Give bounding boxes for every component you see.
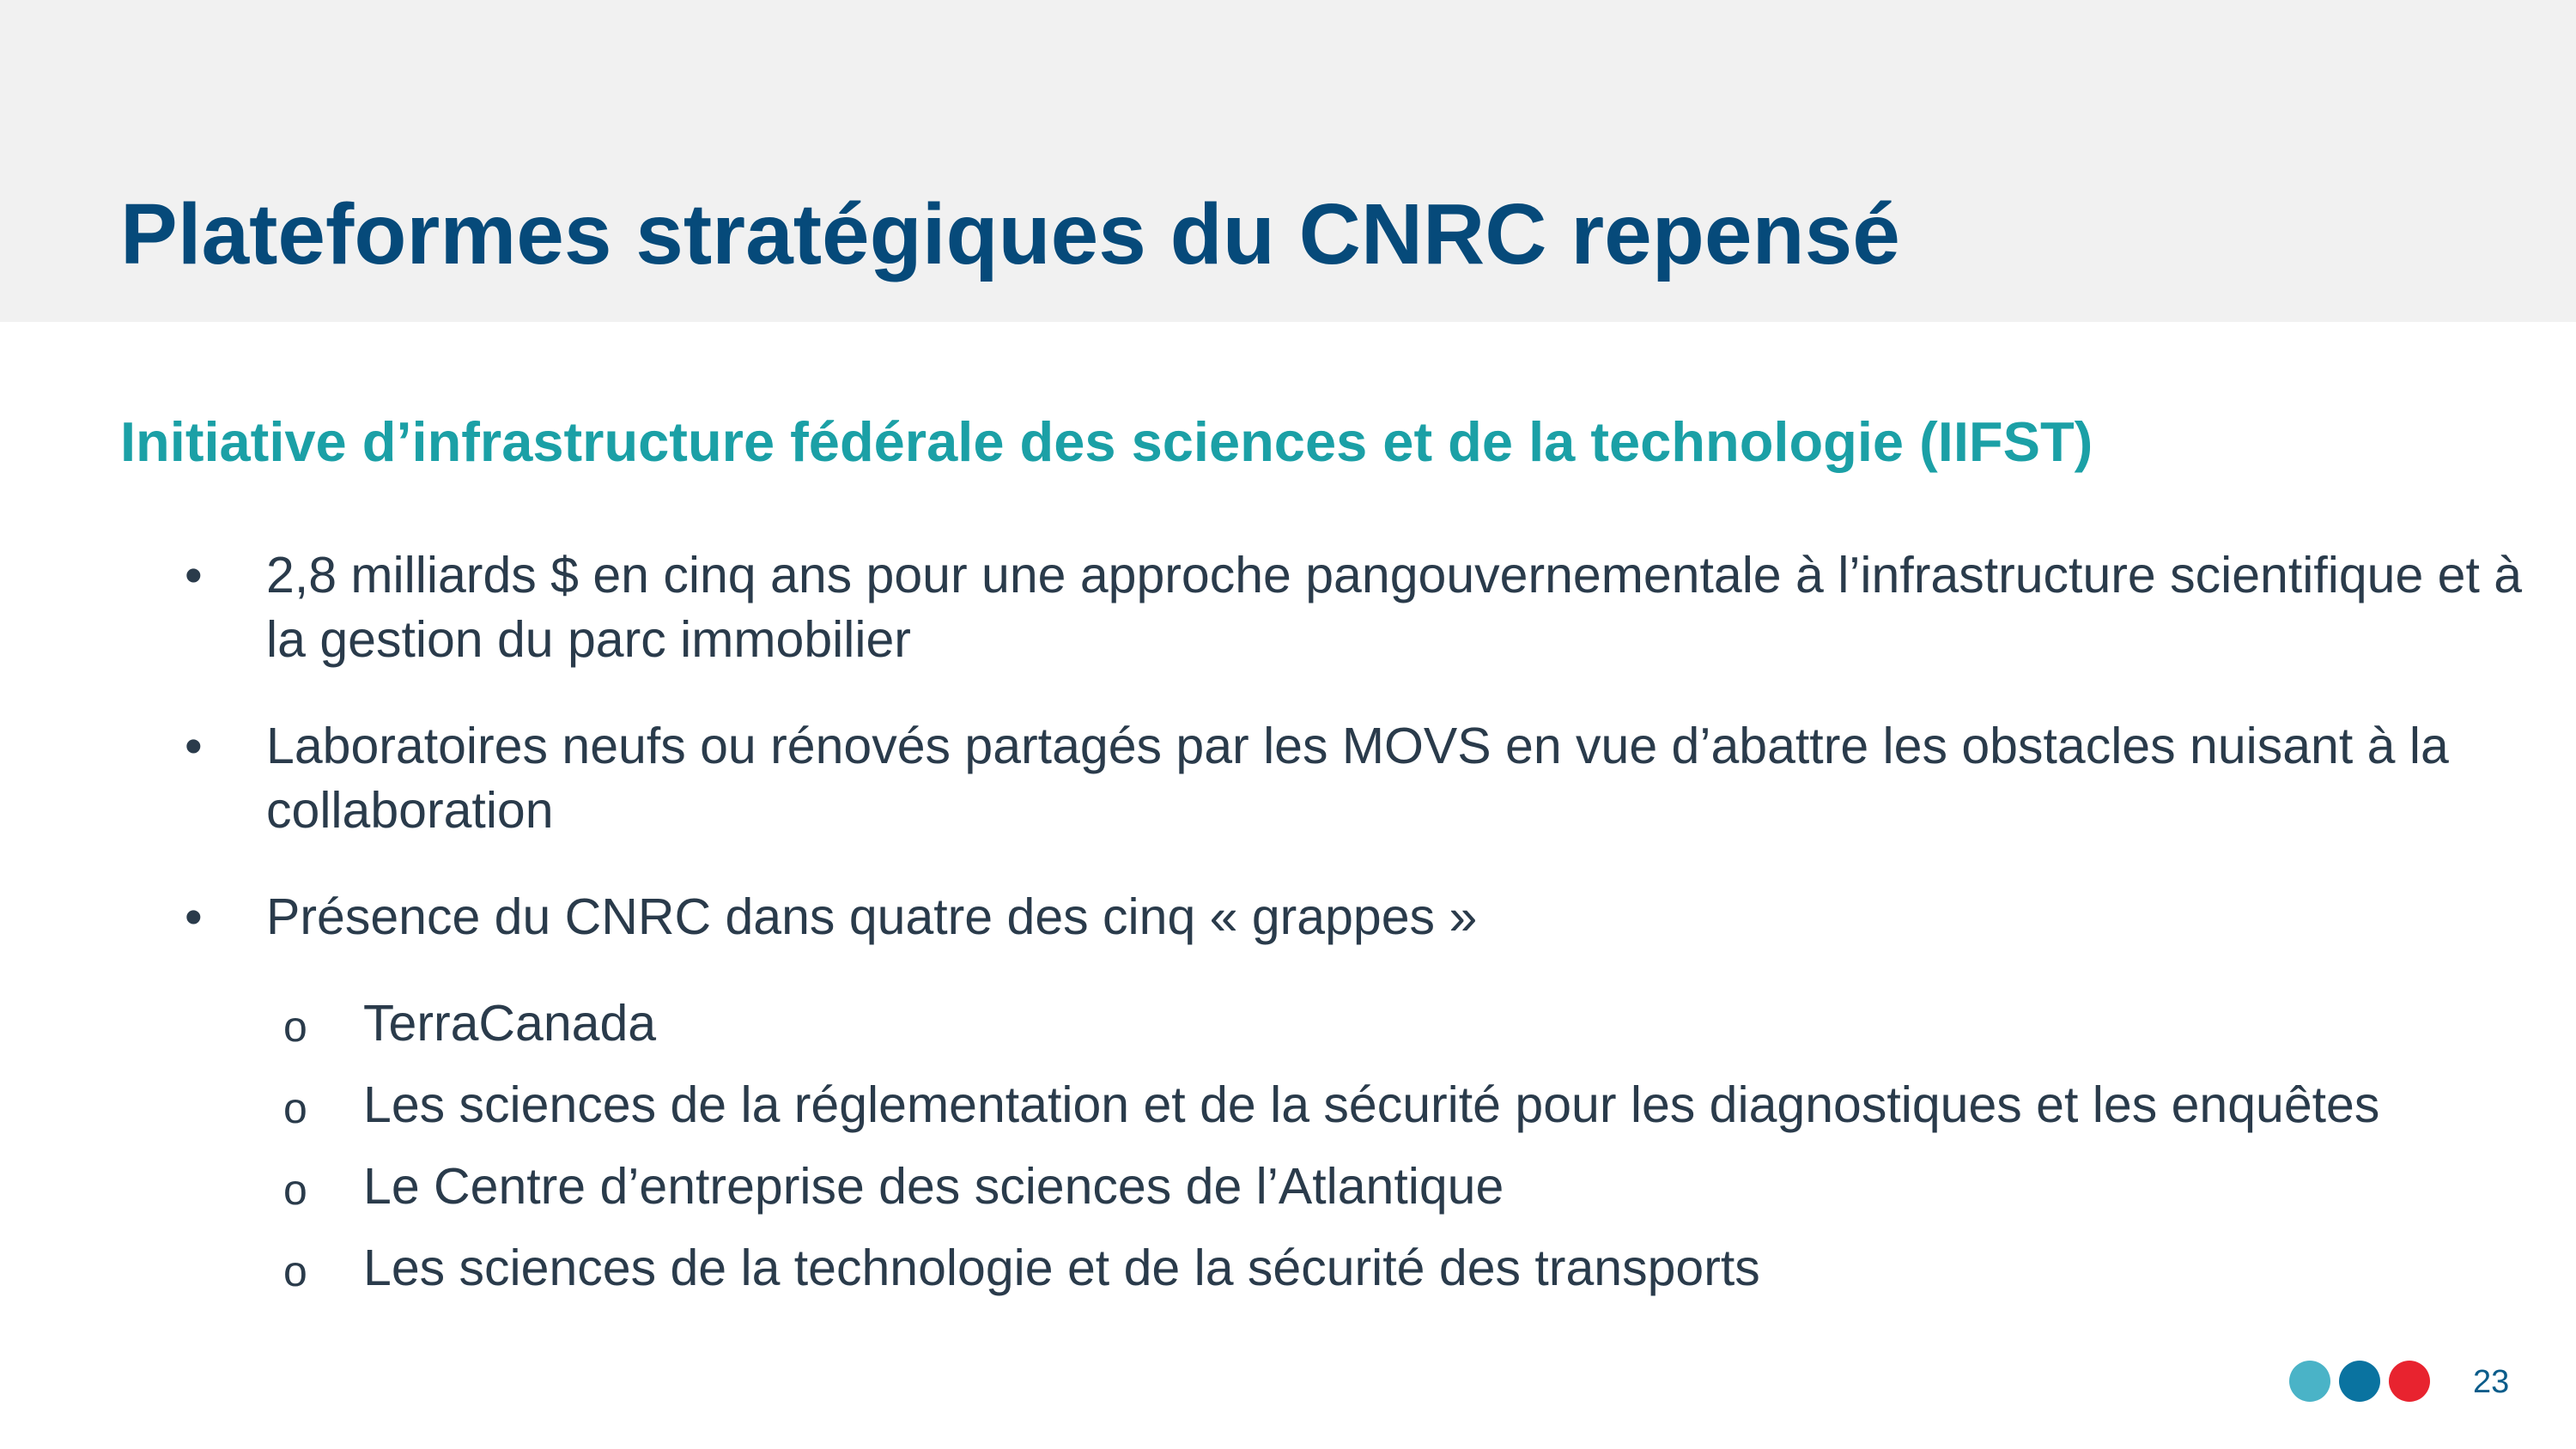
sub-bullet-text: Les sciences de la technologie et de la sécurité des transports xyxy=(363,1240,1760,1296)
sub-bullet-text: TerraCanada xyxy=(363,995,657,1052)
bullet-icon: • xyxy=(185,547,203,603)
bullet-text: Présence du CNRC dans quatre des cinq « grappes » xyxy=(266,888,1478,945)
list-item xyxy=(283,1073,2516,1137)
sub-bullet-text: Les sciences de la réglementation et de la sécurité pour les diagnostiques et les enquêtes xyxy=(363,1076,2380,1133)
sub-bullet-icon: o xyxy=(283,1247,307,1295)
list-item xyxy=(185,543,2572,672)
list-item xyxy=(283,1155,2516,1219)
sub-bullet-icon: o xyxy=(283,1003,307,1051)
sub-bullet-icon: o xyxy=(283,1166,307,1214)
page-number: 23 xyxy=(2473,1364,2510,1400)
bullet-text: 2,8 milliards $ en cinq ans pour une approche pangouvernementale à l’infrastructure scientifique et à la gestion du parc immobilier xyxy=(266,547,2523,668)
list-item xyxy=(185,714,2572,843)
brand-dots xyxy=(2289,1361,2430,1402)
bullet-icon: • xyxy=(185,888,203,945)
list-item xyxy=(185,885,2572,949)
list-item xyxy=(283,991,2516,1056)
sub-bullet-icon: o xyxy=(283,1084,307,1132)
slide-title: Plateformes stratégiques du CNRC repensé xyxy=(120,186,1900,282)
blue-dot-icon xyxy=(2339,1361,2380,1402)
list-item xyxy=(283,1236,2516,1300)
bullet-text: Laboratoires neufs ou rénovés partagés par les MOVS en vue d’abattre les obstacles nuisant à la collaboration xyxy=(266,718,2449,839)
teal-dot-icon xyxy=(2289,1361,2330,1402)
sub-bullet-text: Le Centre d’entreprise des sciences de l’Atlantique xyxy=(363,1158,1504,1215)
slide-subtitle: Initiative d’infrastructure fédérale des sciences et de la technologie (IIFST) xyxy=(120,410,2093,473)
red-dot-icon xyxy=(2389,1361,2430,1402)
bullet-icon: • xyxy=(185,718,203,774)
